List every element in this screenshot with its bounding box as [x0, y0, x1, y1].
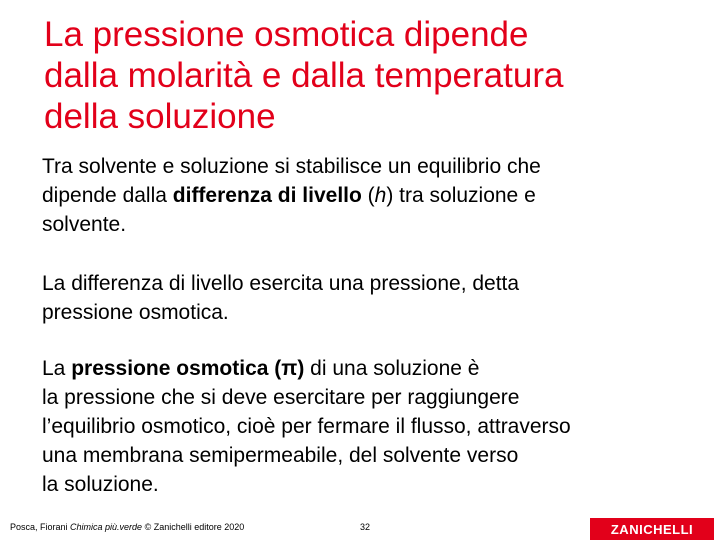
text-span: La: [42, 357, 72, 380]
paragraph-line: la pressione che si deve esercitare per raggiungere: [42, 386, 520, 409]
bold-term: differenza di livello: [172, 184, 362, 207]
page-number: 32: [360, 522, 371, 532]
text-span: di una soluzione è: [304, 357, 480, 380]
logo-text: ZANICHELLI: [610, 521, 694, 537]
zanichelli-logo: [590, 518, 714, 540]
italic-symbol: h: [374, 184, 387, 207]
text-span: (: [361, 184, 375, 207]
paragraph-line: l’equilibrio osmotico, cioè per fermare il flusso, attraverso: [42, 415, 571, 438]
slide-title-line: dalla molarità e dalla temperatura: [44, 56, 564, 95]
bold-term: pressione osmotica (π): [71, 357, 305, 380]
paragraph-line: [42, 181, 682, 210]
slide-title-line: La pressione osmotica dipende: [44, 15, 529, 54]
slide-title: [44, 14, 704, 137]
footer-publisher: © Zanichelli editore 2020: [142, 522, 245, 532]
text-span: dipende dalla: [42, 184, 173, 207]
text-span: ) tra soluzione e: [386, 184, 536, 207]
paragraph-definition: [42, 354, 682, 499]
slide-title-line: della soluzione: [44, 97, 276, 136]
paragraph-line: solvente.: [42, 213, 127, 236]
paragraph-line: Tra solvente e soluzione si stabilisce un equilibrio che: [42, 155, 541, 178]
paragraph-line: una membrana semipermeabile, del solvente verso: [42, 444, 519, 467]
footer-credit: [10, 521, 244, 533]
paragraph-equilibrium: [42, 152, 682, 239]
paragraph-line: La differenza di livello esercita una pressione, detta: [42, 272, 520, 295]
footer-authors: Posca, Fiorani: [10, 522, 71, 532]
paragraph-level-difference: [42, 269, 682, 327]
footer-book-title: Chimica più.verde: [70, 522, 143, 532]
paragraph-line: pressione osmotica.: [42, 301, 229, 324]
paragraph-line: [42, 354, 682, 383]
paragraph-line: la soluzione.: [42, 473, 159, 496]
